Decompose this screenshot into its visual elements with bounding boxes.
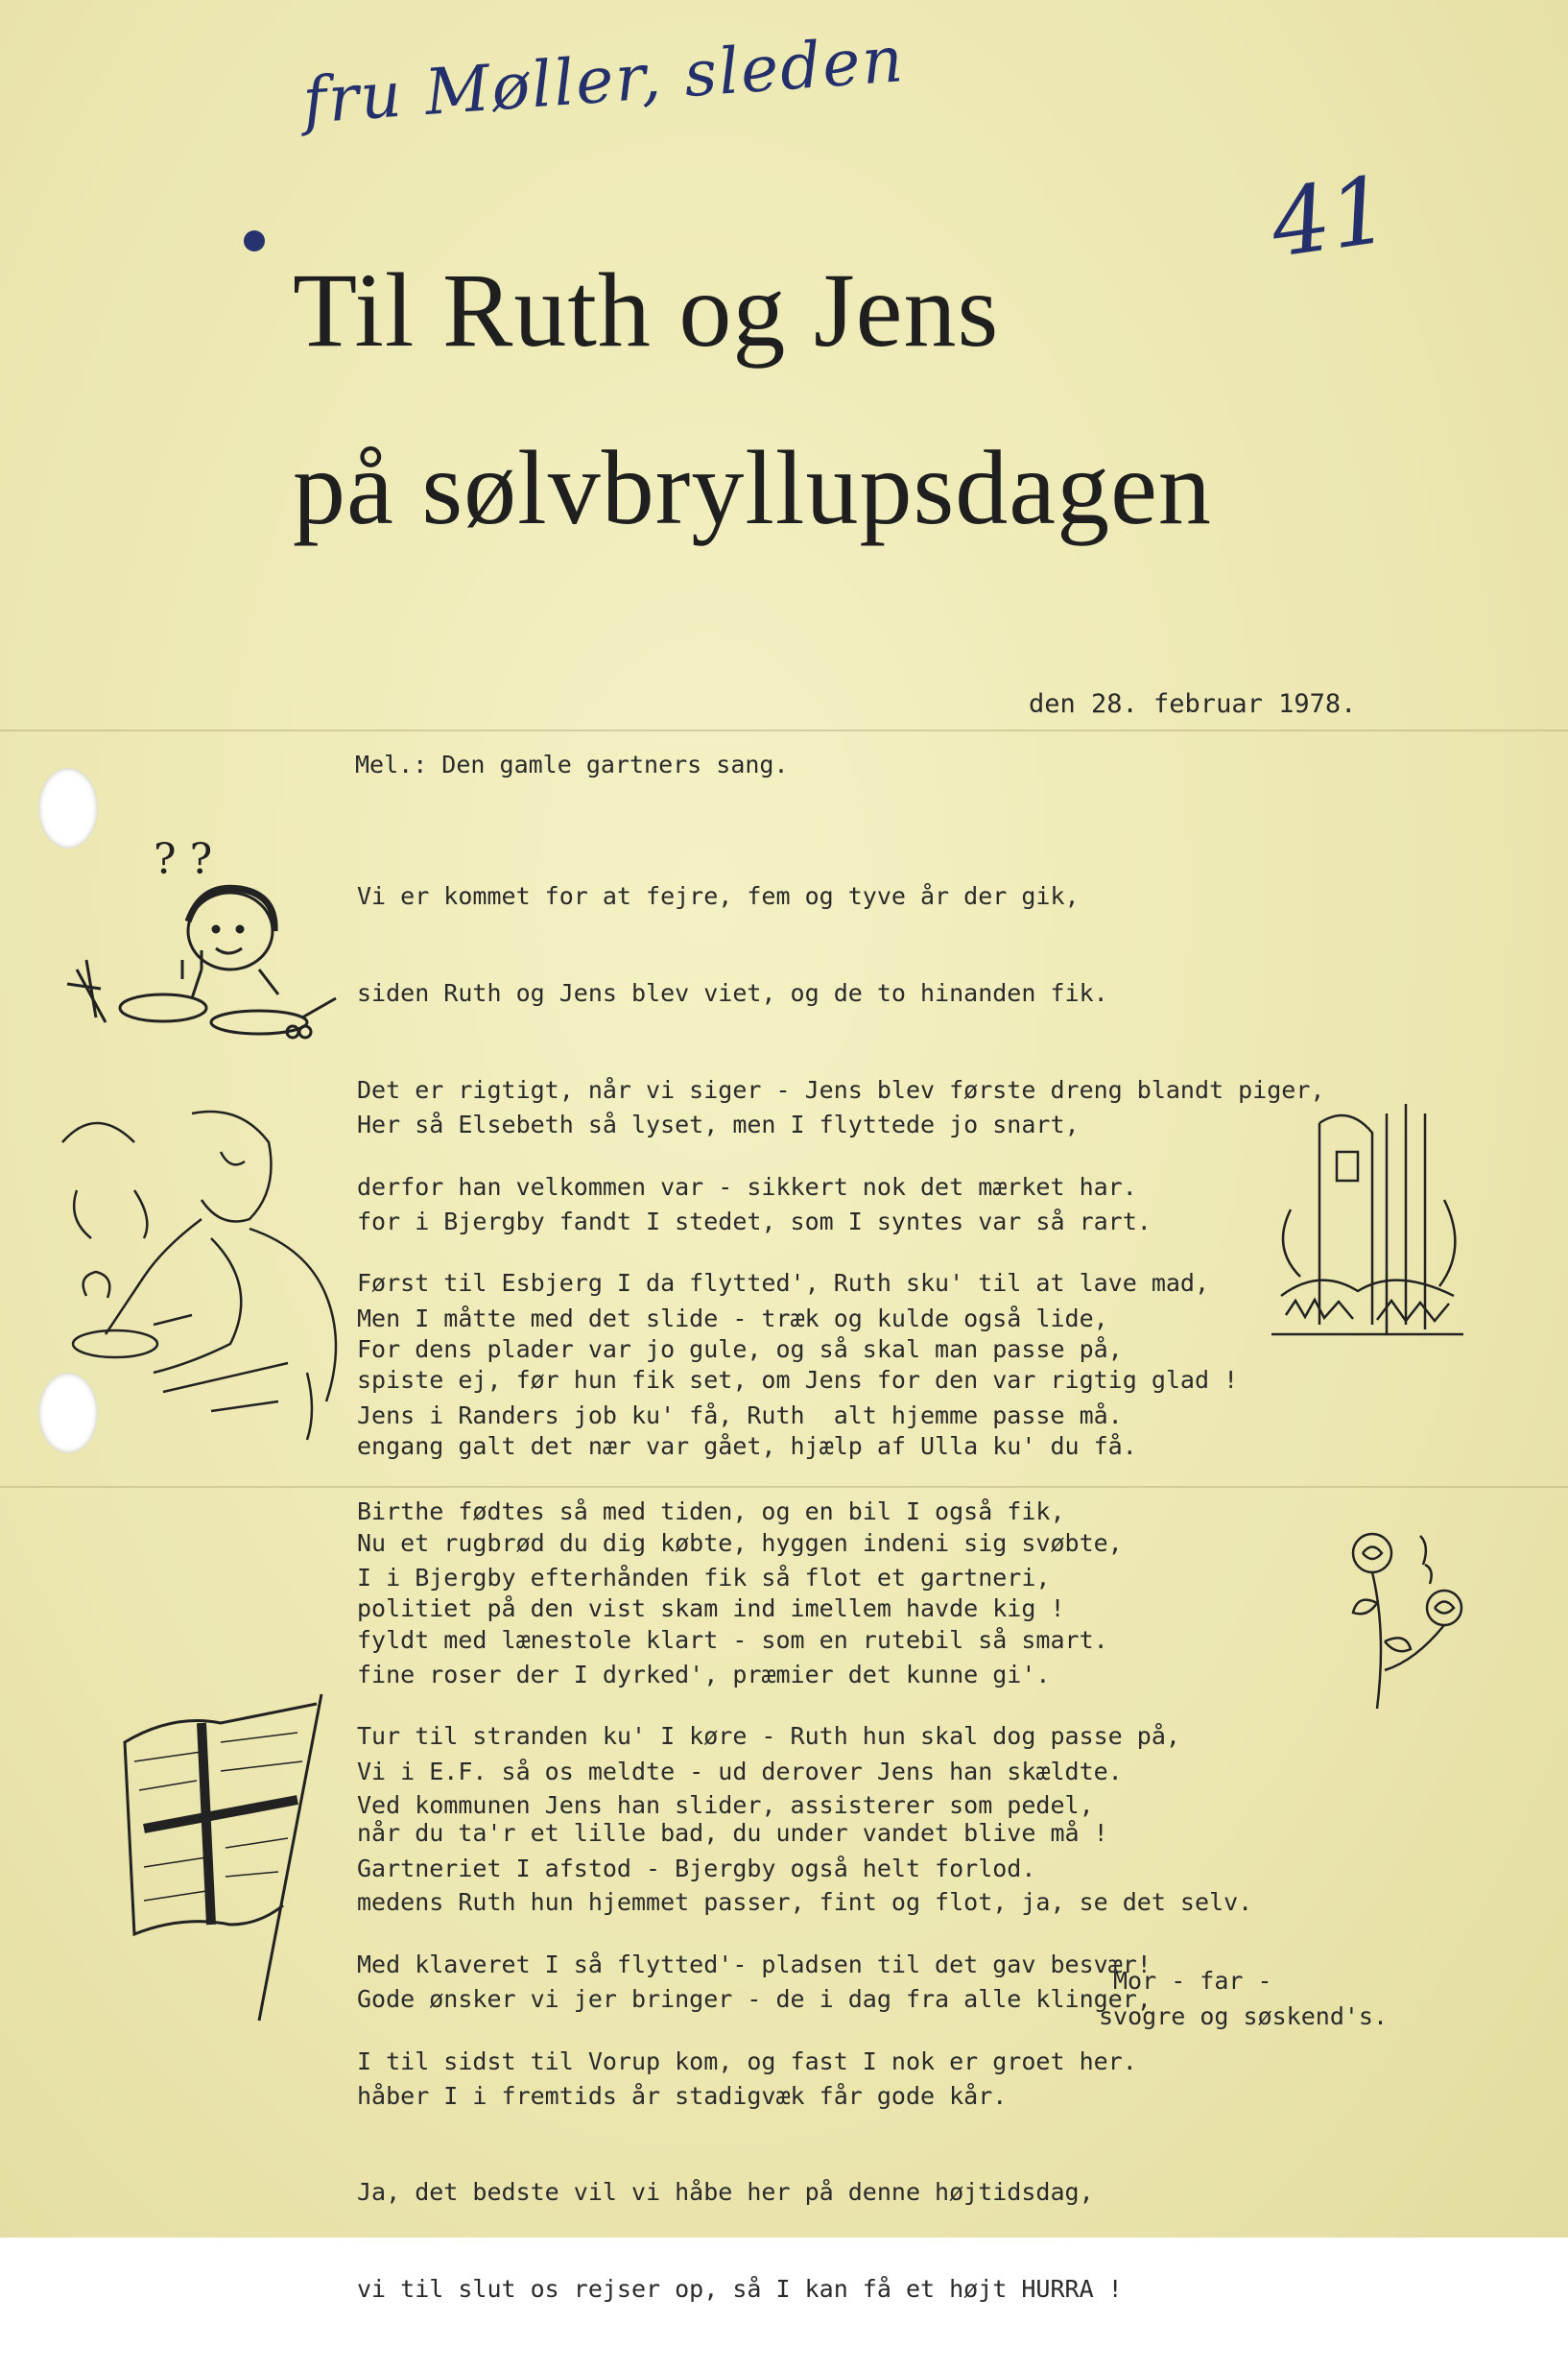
verse-line: Jens i Randers job ku' få, Ruth alt hjemme passe må. xyxy=(357,1400,1123,1429)
flag-illustration xyxy=(115,1685,336,2030)
title-line-1: Til Ruth og Jens xyxy=(293,251,1000,369)
verse-line: for i Bjergby fandt I stedet, som I syntes var så rart. xyxy=(357,1207,1152,1235)
handwritten-note: fru Møller, sleden xyxy=(300,22,908,138)
verse-line: Vi er kommet for at fejre, fem og tyve år der gik, xyxy=(357,882,1080,911)
verse-line: siden Ruth og Jens blev viet, og de to hinanden fik. xyxy=(357,978,1108,1007)
roses-illustration xyxy=(1339,1526,1473,1718)
paper-fold xyxy=(0,730,1568,731)
verse-line: Gode ønsker vi jer bringer - de i dag fra alle klinger, xyxy=(357,1984,1152,2013)
page-number: 41 xyxy=(1264,156,1396,278)
title-line-2: på sølvbryllupsdagen xyxy=(293,429,1212,546)
verse-line: Med klaveret I så flytted'- pladsen til det gav besvær! xyxy=(357,1951,1152,1979)
verse-line: når du ta'r et lille bad, du under vandet blive må ! xyxy=(357,1819,1108,1848)
verse-line: Men I måtte med det slide - træk og kulde også lide, xyxy=(357,1304,1108,1332)
svg-text:? ?: ? ? xyxy=(154,835,213,884)
verse-line: derfor han velkommen var - sikkert nok det mærket har. xyxy=(357,1172,1137,1201)
verse-line: politiet på den vist skam ind imellem havde kig ! xyxy=(357,1594,1065,1623)
signature-line-1: Mor - far - xyxy=(1113,1967,1272,1995)
verse-line: Tur til stranden ku' I køre - Ruth hun skal dog passe på, xyxy=(357,1722,1180,1751)
verse-line: For dens plader var jo gule, og så skal man passe på, xyxy=(357,1335,1123,1364)
house-illustration xyxy=(1262,1094,1473,1344)
verse-line: I i Bjergby efterhånden fik så flot et gartneri, xyxy=(357,1564,1051,1592)
verse-line: Først til Esbjerg I da flytted', Ruth sku' til at lave mad, xyxy=(357,1269,1210,1298)
verse-line: håber I i fremtids år stadigvæk får gode kår. xyxy=(357,2081,1008,2110)
verse-line: spiste ej, før hun fik set, om Jens for den var rigtig glad ! xyxy=(357,1366,1239,1395)
cook-illustration xyxy=(58,826,326,1046)
verse-line: Det er rigtigt, når vi siger - Jens blev første dreng blandt piger, xyxy=(357,1075,1325,1104)
verse-line: fyldt med lænestole klart - som en rutebil så smart. xyxy=(357,1625,1108,1654)
verse-line: Her så Elsebeth så lyset, men I flyttede jo snart, xyxy=(357,1111,1080,1139)
verse-line: Nu et rugbrød du dig købte, hyggen indeni sig svøbte, xyxy=(357,1528,1123,1557)
melody-line: Mel.: Den gamle gartners sang. xyxy=(355,751,789,778)
verse-line: Gartneriet I afstod - Bjergby også helt forlod. xyxy=(357,1854,1036,1882)
signature xyxy=(1099,1963,1388,2034)
verse-line: engang galt det nær var gået, hjælp af Ulla ku' du få. xyxy=(357,1431,1137,1460)
verse-line: Birthe fødtes så med tiden, og en bil I også fik, xyxy=(357,1497,1065,1526)
signature-line-2: svogre og søskend's. xyxy=(1099,2002,1389,2030)
date-line: den 28. februar 1978. xyxy=(1029,689,1357,719)
verse-5 xyxy=(357,1725,1252,2370)
verse-line: medens Ruth hun hjemmet passer, fint og flot, ja, se det selv. xyxy=(357,1887,1253,1916)
verse-line: fine roser der I dyrked', præmier det kunne gi'. xyxy=(357,1660,1051,1688)
verse-line: Vi i E.F. så os meldte - ud derover Jens han skældte. xyxy=(357,1757,1123,1785)
verse-line: vi til slut os rejser op, så I kan få et højt HURRA ! xyxy=(357,2275,1123,2304)
ink-dot xyxy=(244,230,265,251)
verse-line: I til sidst til Vorup kom, og fast I nok er groet her. xyxy=(357,2047,1137,2076)
verse-line: Ved kommunen Jens han slider, assisterer som pedel, xyxy=(357,1791,1094,1820)
man-illustration xyxy=(38,1085,365,1440)
verse-line: Ja, det bedste vil vi håbe her på denne højtidsdag, xyxy=(357,2178,1094,2207)
